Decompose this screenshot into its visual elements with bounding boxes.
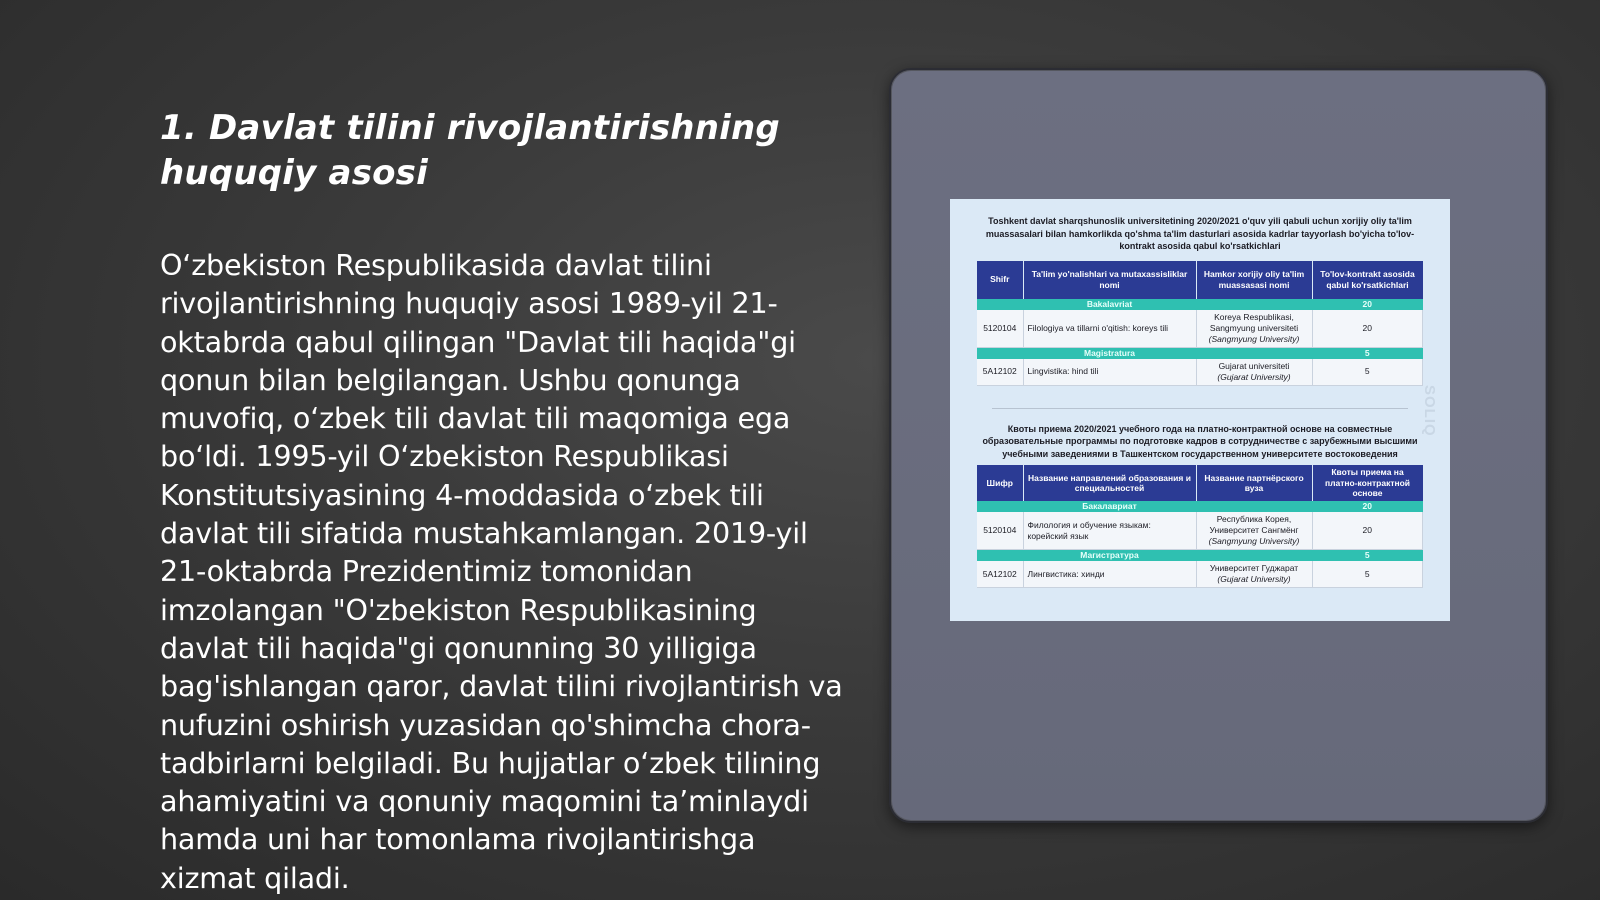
cell-code: 5120104 [977,512,1023,550]
section-row [977,501,1423,512]
cell-quota: 20 [1312,512,1423,550]
uz-quota-table [977,261,1423,386]
section-row [977,550,1423,562]
slide-title: 1. Davlat tilini rivojlantirishning huquqiy asosi [160,108,780,193]
header-cell: Hamkor xorijiy oliy ta'lim muassasasi nomi [1196,261,1312,299]
partner-name-en: (Sangmyung University) [1208,536,1300,546]
ru-quota-table [977,465,1423,588]
cell-name: Лингвистика: хинди [1023,561,1196,588]
partner-name: Университет Гуджарат [1209,563,1299,573]
cell-code: 5A12102 [977,359,1023,386]
section-total: 20 [1312,299,1423,310]
table-row [977,512,1423,550]
section-total: 20 [1312,501,1423,512]
document-image [950,199,1450,621]
divider [992,408,1408,409]
section-row [977,347,1423,359]
cell-name: Филология и обучение языкам: корейский язык [1023,512,1196,550]
table-row [977,561,1423,588]
cell-code: 5120104 [977,310,1023,348]
header-cell: Название направлений образования и специальностей [1023,465,1196,501]
cell-partner [1196,310,1312,348]
slide-body-text: O‘zbekiston Respublikasida davlat tilini rivojlantirishning huquqiy asosi 1989-yil 21-oktabrda qabul qilingan "Davlat tili haqida"gi qonun bilan belgilangan. Ushbu qonunga muvofiq, o‘zbek tili davlat tili maqomiga ega bo‘ldi. 1995-yil O‘zbekiston Respublikasi Konstitutsiyasining 4-moddasida o‘zbek tili davlat tili sifatida mustahkamlangan. 2019-yil 21-oktabrda Prezidentimiz tomonidan imzolangan "O'zbekiston Respublikasining davlat tili haqida"gi qonunning 30 yilligiga bag'ishlangan qaror, davlat tilini rivojlantirish va nufuzini oshirish yuzasidan qo'shimcha chora-tadbirlarni belgiladi. Bu hujjatlar o‘zbek tilining ahamiyatini va qonuniy maqomini ta’minlaydi hamda uni har tomonlama rivojlantirishga xizmat qiladi. [160,248,843,895]
ru-table-heading: Квоты приема 2020/2021 учебного года на платно-контрактной основе на совместные образовательные программы по подготовке кадров в сотрудничестве с зарубежными высшими учебными заведениями в Ташкентском государственном университете востоковедения [982,423,1418,459]
table-row [977,310,1423,348]
section-name: Бакалавриат [1023,501,1196,512]
header-cell: Shifr [977,261,1023,299]
section-total: 5 [1312,347,1423,359]
cell-partner [1196,512,1312,550]
partner-name-en: (Gujarat University) [1217,371,1291,382]
section-name: Магистратура [1023,550,1196,562]
table-row [977,359,1423,386]
cell-quota: 5 [1312,561,1423,588]
partner-name: Республика Корея, Университет Сангмёнг [1209,514,1299,535]
cell-name: Filologiya va tillarni o'qitish: koreys tili [1023,310,1196,348]
table-header-row [977,261,1423,299]
section-total: 5 [1312,550,1423,562]
uz-table-heading: Toshkent davlat sharqshunoslik universitetining 2020/2021 o'quv yili qabuli uchun xorijiy oliy ta'lim muassasalari bilan hamkorlikda qo'shma ta'lim dasturlari asosida kadrlar tayyorlash bo'yicha to'lov-kontrakt asosida qabul ko'rsatkichlari [985,216,1415,251]
header-cell: To'lov-kontrakt asosida qabul ko'rsatkichlari [1312,261,1423,299]
cell-name: Lingvistika: hind tili [1023,359,1196,386]
partner-name-en: (Sangmyung University) [1208,333,1300,344]
cell-quota: 5 [1312,359,1423,386]
cell-quota: 20 [1312,310,1423,348]
header-cell: Ta'lim yo'nalishlari va mutaxassisliklar nomi [1023,261,1196,299]
header-cell: Шифр [977,465,1023,501]
table-header-row [977,465,1423,501]
partner-name: Gujarat universiteti [1218,360,1290,371]
cell-code: 5A12102 [977,561,1023,588]
section-name: Magistratura [1023,347,1196,359]
watermark: SOLIQ [1421,385,1438,437]
partner-name: Koreya Respublikasi, Sangmyung universiteti [1209,311,1299,333]
section-row [977,299,1423,310]
section-name: Bakalavriat [1023,299,1196,310]
header-cell: Название партнёрского вуза [1196,465,1312,501]
partner-name-en: (Gujarat University) [1217,574,1291,584]
header-cell: Квоты приема на платно-контрактной основе [1312,465,1423,501]
cell-partner [1196,561,1312,588]
cell-partner [1196,359,1312,386]
